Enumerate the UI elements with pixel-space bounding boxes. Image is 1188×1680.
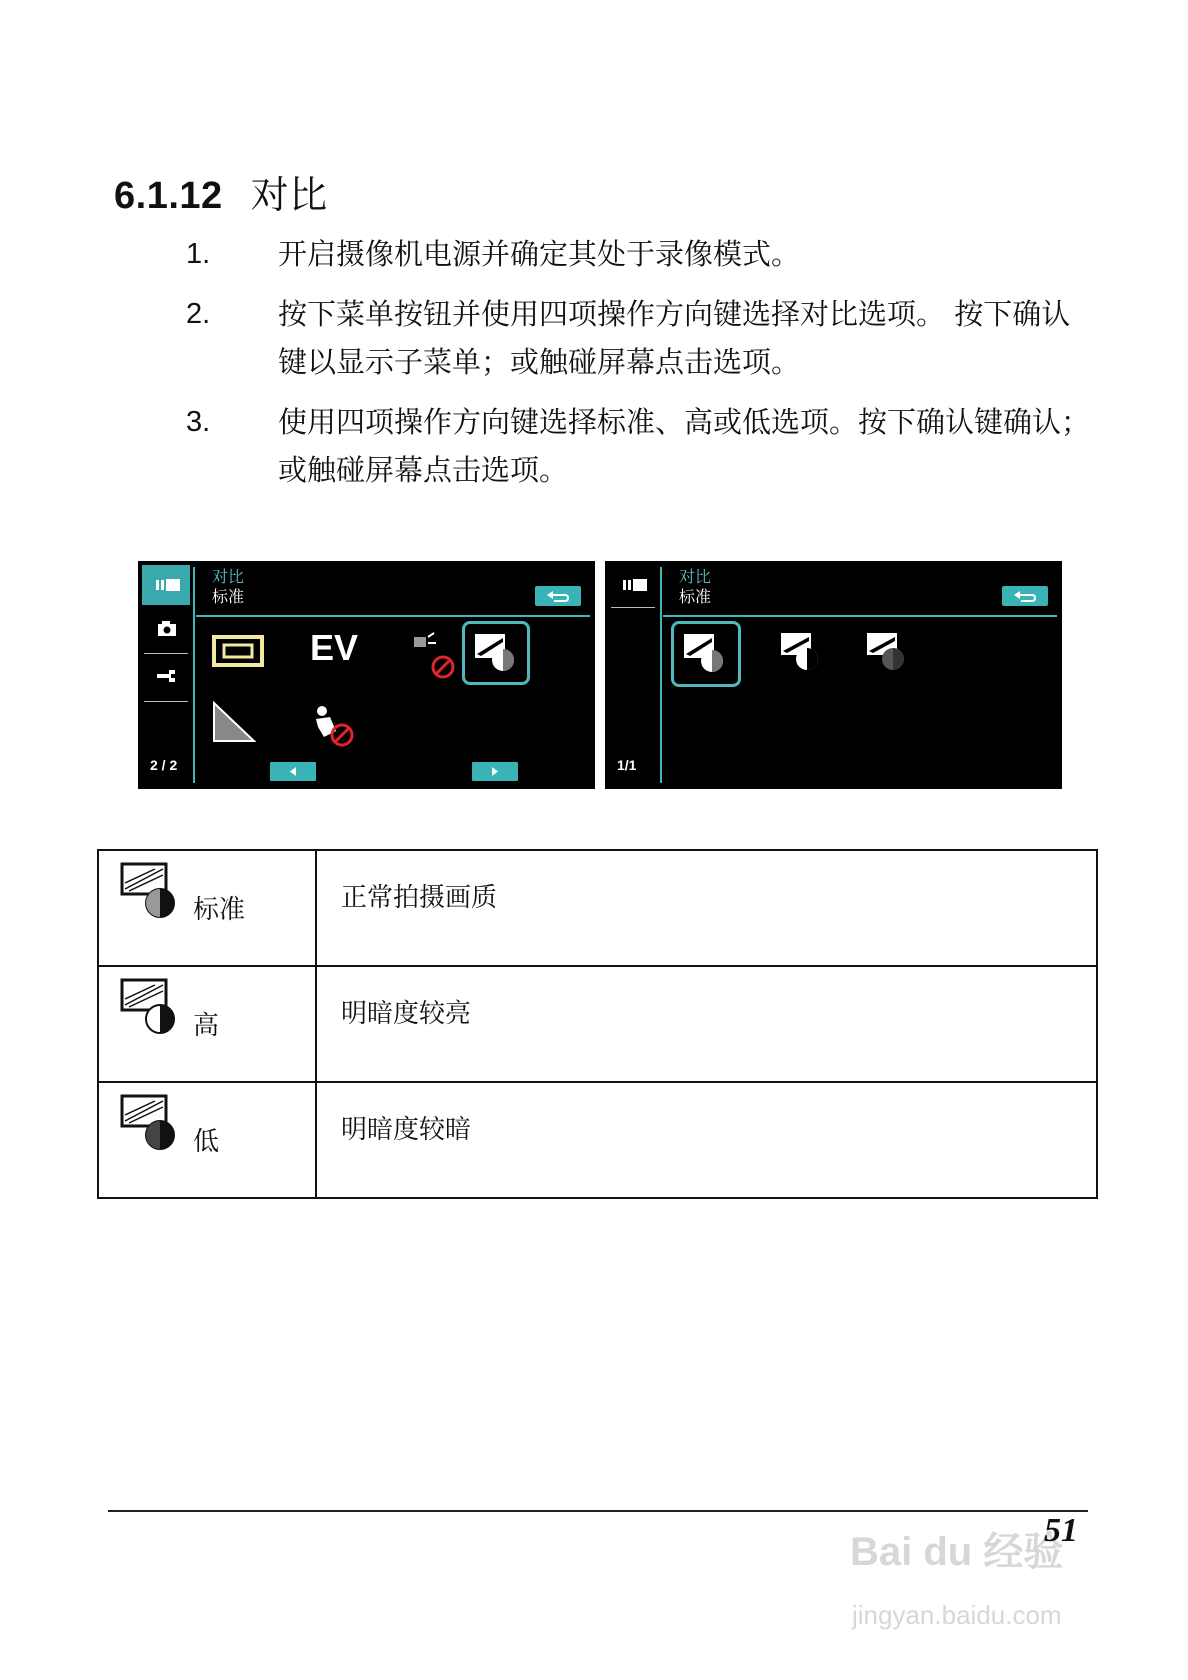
table-row (98, 1082, 1097, 1198)
option-label: 标准 (193, 895, 246, 925)
backlight-off-icon[interactable] (410, 631, 462, 681)
page-indicator: 2 / 2 (150, 757, 178, 773)
contrast-icon (465, 624, 527, 682)
menu-title: 对比 (679, 567, 712, 586)
step-text: 按下菜单按钮并使用四项操作方向键选择对比选项。 按下确认键以显示子菜单；或触碰屏幕点击选项。 (278, 297, 1071, 379)
video-settings-icon (609, 565, 657, 605)
option-cell (98, 1082, 316, 1198)
footer-divider (108, 1510, 1088, 1512)
option-cell (98, 966, 316, 1082)
menu-sidebar (605, 561, 660, 789)
camera-icon (142, 611, 190, 651)
menu-title: 对比 (212, 567, 245, 586)
stabilizer-off-icon[interactable] (308, 703, 360, 749)
section-title (114, 164, 328, 219)
watermark-url: jingyan.baidu.com (852, 1600, 1062, 1630)
camera-menu-screen-2 (605, 561, 1062, 789)
section-number: 6.1.12 (114, 175, 223, 217)
option-description: 明暗度较暗 (316, 1082, 1097, 1198)
contrast-options-table (97, 849, 1098, 1199)
table-row (98, 966, 1097, 1082)
contrast-menu-item-selected[interactable] (462, 621, 530, 685)
camera-menu-screen-1 (138, 561, 595, 789)
section-heading: 对比 (250, 173, 328, 217)
menu-sidebar (138, 561, 193, 789)
sharpness-icon[interactable] (210, 699, 256, 745)
back-button[interactable] (1002, 586, 1048, 606)
return-icon (535, 586, 581, 606)
option-cell (98, 850, 316, 966)
menu-subtitle: 标准 (212, 587, 245, 606)
wrench-icon (142, 657, 190, 697)
ev-icon[interactable]: EV (310, 627, 359, 668)
tab-camera[interactable] (142, 611, 190, 651)
back-button[interactable] (535, 586, 581, 606)
step-number: 2. (186, 298, 211, 330)
option-description: 正常拍摄画质 (316, 850, 1097, 966)
video-settings-icon (142, 565, 190, 605)
table-row (98, 850, 1097, 966)
step-number: 3. (186, 406, 211, 438)
contrast-low-icon (119, 1093, 179, 1153)
prev-page-button[interactable] (270, 762, 316, 781)
contrast-high-icon[interactable] (777, 629, 831, 679)
next-page-button[interactable] (472, 762, 518, 781)
contrast-standard-icon (674, 624, 738, 684)
contrast-standard-icon (119, 861, 179, 921)
step-number: 1. (186, 238, 211, 270)
tab-setup[interactable] (142, 657, 190, 697)
arrow-left-icon (270, 762, 316, 781)
watermark-logo: Bai du 经验 (850, 1530, 1064, 1574)
option-description: 明暗度较亮 (316, 966, 1097, 1082)
contrast-low-icon[interactable] (863, 629, 917, 679)
option-label: 低 (193, 1127, 220, 1157)
arrow-right-icon (472, 762, 518, 781)
contrast-high-icon (119, 977, 179, 1037)
metering-icon[interactable] (210, 633, 266, 669)
step-text: 使用四项操作方向键选择标准、高或低选项。按下确认键确认；或触碰屏幕点击选项。 (278, 405, 1091, 487)
tab-video-settings[interactable] (609, 565, 657, 605)
menu-subtitle: 标准 (679, 587, 712, 606)
page-number: 51 (1044, 1512, 1078, 1549)
page-indicator: 1/1 (617, 757, 637, 773)
tab-video-settings[interactable] (142, 565, 190, 605)
contrast-option-standard-selected[interactable] (671, 621, 741, 687)
option-label: 高 (193, 1011, 220, 1041)
return-icon (1002, 586, 1048, 606)
step-text: 开启摄像机电源并确定其处于录像模式。 (278, 237, 801, 271)
